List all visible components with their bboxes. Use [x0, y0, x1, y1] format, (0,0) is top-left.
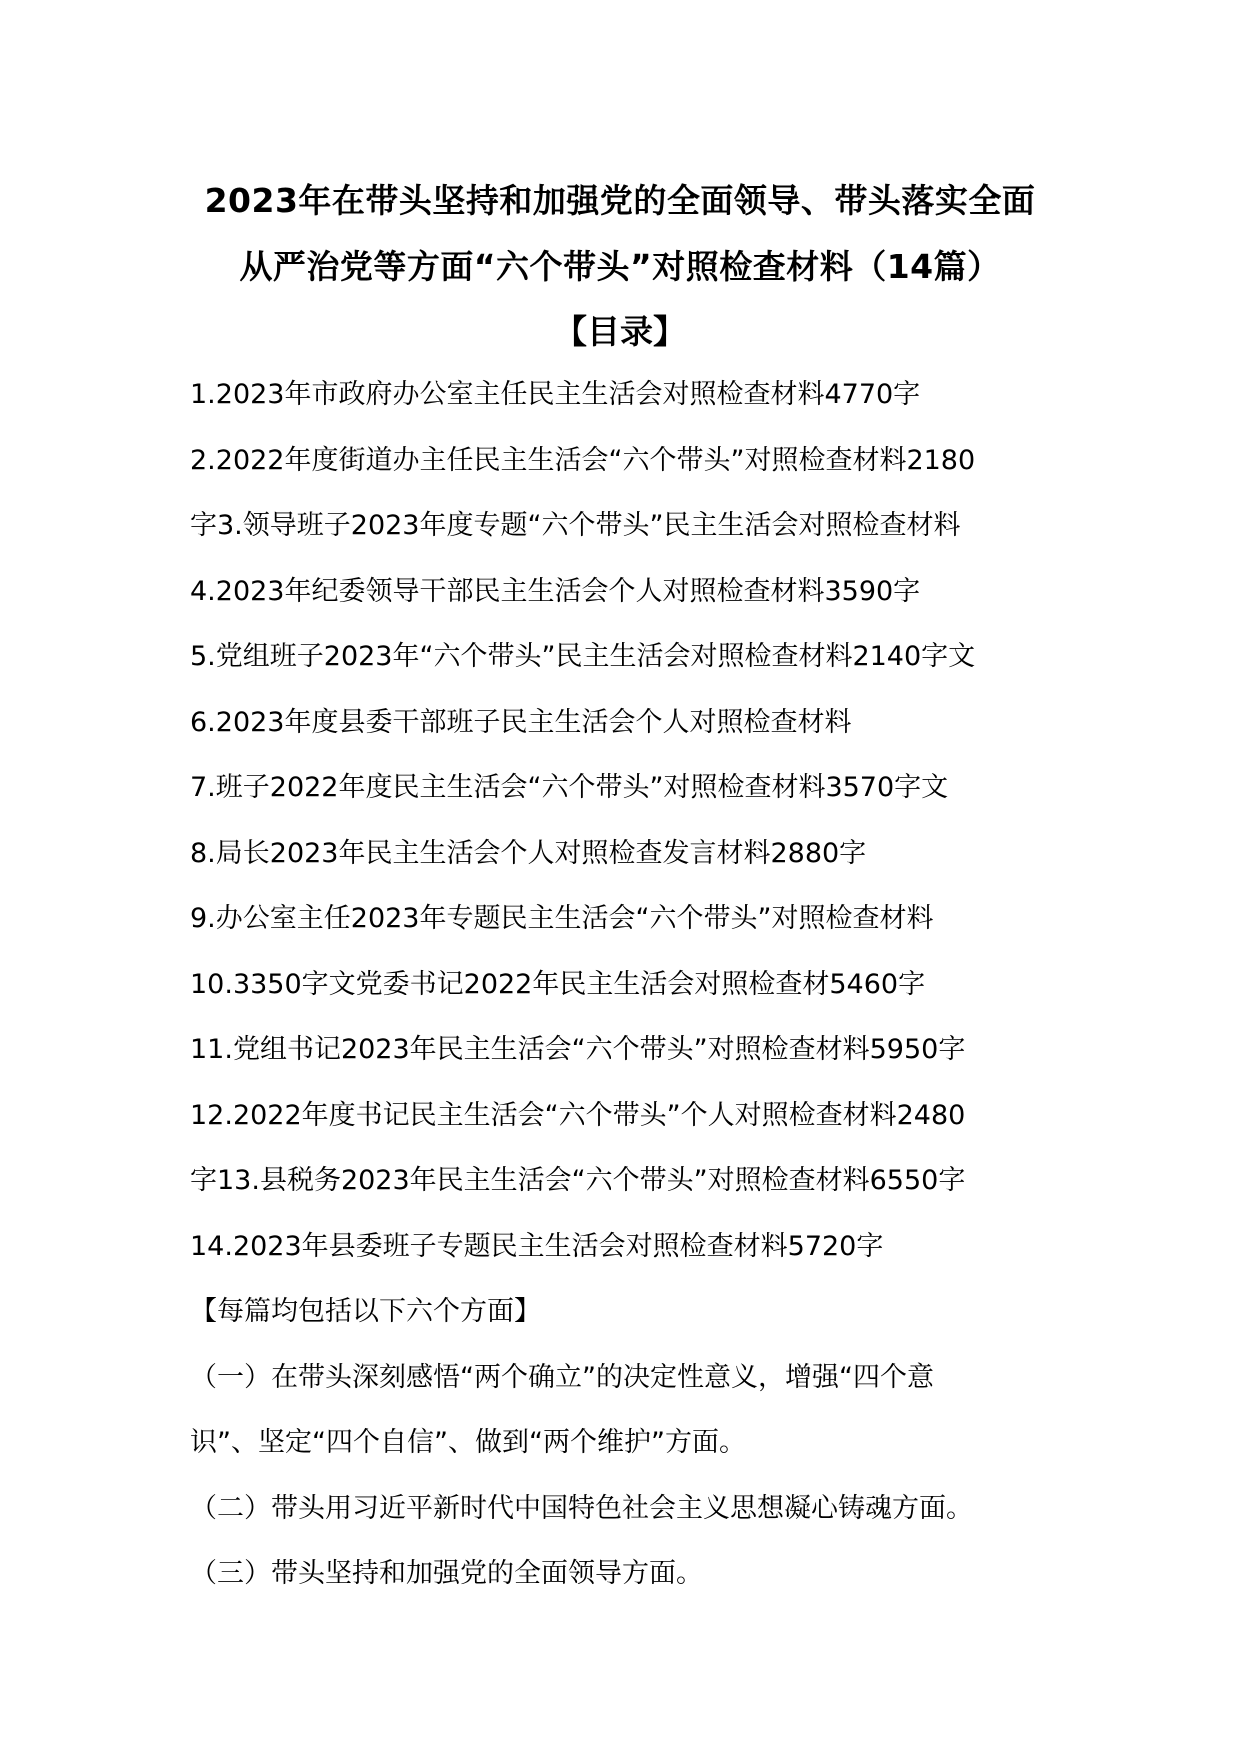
aspect-line: （一）在带头深刻感悟“两个确立”的决定性意义，增强“四个意: [190, 1361, 934, 1393]
toc-line: 6.2023年度县委干部班子民主生活会个人对照检查材料: [190, 706, 852, 738]
toc-line: 9.办公室主任2023年专题民主生活会“六个带头”对照检查材料: [190, 903, 934, 934]
document-body: [190, 362, 1070, 1607]
toc-line: 1.2023年市政府办公室主任民主生活会对照检查材料4770字: [190, 379, 921, 410]
title-block: [150, 168, 1090, 364]
toc-line: 8.局长2023年民主生活会个人对照检查发言材料2880字: [190, 837, 867, 869]
toc-line: 4.2023年纪委领导干部民主生活会个人对照检查材料3590字: [190, 575, 921, 607]
toc-line: 7.班子2022年度民主生活会“六个带头”对照检查材料3570字文: [190, 772, 949, 803]
toc-line: 14.2023年县委班子专题民主生活会对照检查材料5720字: [190, 1230, 884, 1262]
document-title-line-1: 2023年在带头坚持和加强党的全面领导、带头落实全面: [204, 181, 1036, 220]
toc-line: 10.3350字文党委书记2022年民主生活会对照检查材5460字: [190, 968, 926, 1000]
toc-line: 5.党组班子2023年“六个带头”民主生活会对照检查材料2140字文: [190, 641, 976, 672]
toc-heading: 【目录】: [554, 312, 686, 351]
section-heading: 【每篇均包括以下六个方面】: [190, 1296, 541, 1327]
aspect-line: 识”、坚定“四个自信”、做到“两个维护”方面。: [190, 1427, 746, 1458]
aspect-line: （二）带头用习近平新时代中国特色社会主义思想凝心铸魂方面。: [190, 1492, 973, 1524]
aspect-line: （三）带头坚持和加强党的全面领导方面。: [190, 1558, 703, 1589]
toc-line: 12.2022年度书记民主生活会“六个带头”个人对照检查材料2480: [190, 1099, 966, 1131]
toc-line: 11.党组书记2023年民主生活会“六个带头”对照检查材料5950字: [190, 1034, 966, 1065]
toc-line: 字3.领导班子2023年度专题“六个带头”民主生活会对照检查材料: [190, 510, 961, 541]
toc-line: 字13.县税务2023年民主生活会“六个带头”对照检查材料6550字: [190, 1165, 966, 1196]
toc-line: 2.2022年度街道办主任民主生活会“六个带头”对照检查材料2180: [190, 444, 976, 476]
document-title-line-2: 从严治党等方面“六个带头”对照检查材料（14篇）: [239, 247, 1001, 286]
